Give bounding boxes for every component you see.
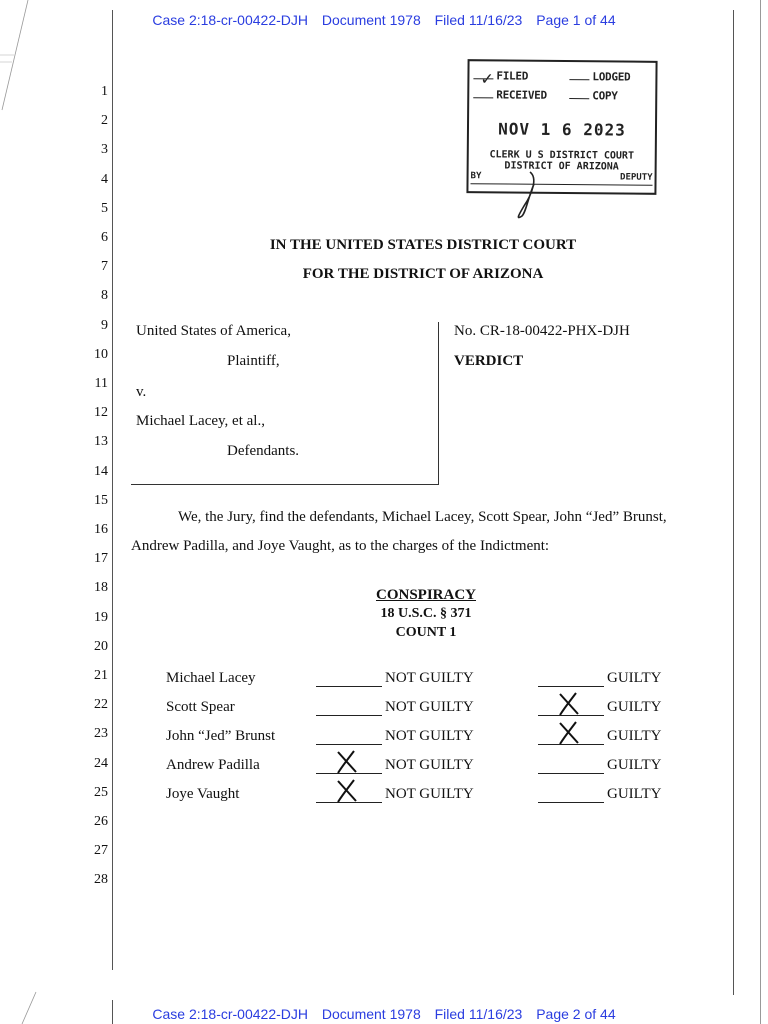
line-number: 27 [94, 843, 108, 859]
stamp-lodged-label: LODGED [592, 70, 631, 84]
line-number: 5 [101, 200, 108, 216]
guilty-label: GUILTY [607, 670, 662, 686]
not-guilty-x-mark-icon [334, 749, 360, 780]
header-page-number: Page 1 of 44 [536, 12, 616, 28]
stamp-clerk-line2: DISTRICT OF ARIZONA [504, 160, 619, 173]
stamp-clerk-line1: CLERK U S DISTRICT COURT [489, 149, 635, 162]
line-number: 18 [94, 580, 108, 596]
filing-footer [0, 1006, 768, 1022]
defendant-role: Defendants. [227, 443, 300, 459]
line-number: 11 [94, 376, 108, 391]
line-number: 19 [94, 609, 108, 625]
not-guilty-label: NOT GUILTY [385, 670, 474, 686]
caption-bottom-rule [131, 484, 439, 485]
left-margin-line [112, 10, 113, 970]
stamp-copy-label: COPY [592, 89, 618, 103]
line-number: 9 [101, 317, 108, 333]
line-number: 28 [94, 872, 108, 888]
line-number: 7 [101, 259, 108, 275]
not-guilty-blank [316, 744, 382, 745]
stamp-by-label: BY [470, 171, 482, 182]
line-number: 14 [94, 463, 108, 479]
header-filed-date: Filed 11/16/23 [434, 12, 523, 28]
line-number: 13 [94, 434, 108, 450]
court-name-line1: IN THE UNITED STATES DISTRICT COURT [269, 237, 577, 253]
scan-artifact-top [0, 0, 40, 120]
filing-header [0, 12, 768, 28]
not-guilty-blank [316, 715, 382, 716]
guilty-label: GUILTY [607, 699, 662, 715]
line-number: 23 [94, 726, 108, 742]
intro-line-1: We, the Jury, find the defendants, Michael Lacey, Scott Spear, John “Jed” Brunst, [178, 509, 667, 525]
guilty-blank [538, 802, 604, 803]
plaintiff-role: Plaintiff, [227, 353, 280, 369]
defendant-name: Joye Vaught [166, 786, 240, 802]
guilty-label: GUILTY [607, 757, 662, 773]
guilty-label: GUILTY [607, 786, 662, 802]
not-guilty-label: NOT GUILTY [385, 728, 474, 744]
stamp-received-label: RECEIVED [496, 88, 547, 102]
checkmark-icon: ✓ [480, 69, 494, 89]
line-number: 22 [94, 697, 108, 713]
guilty-blank [538, 773, 604, 774]
line-number: 8 [101, 288, 108, 304]
guilty-x-mark-icon [556, 720, 582, 751]
line-number: 24 [94, 755, 108, 771]
guilty-blank [538, 686, 604, 687]
clerk-filing-stamp [466, 59, 657, 195]
line-number: 3 [101, 142, 108, 158]
stamp-by-row [470, 171, 652, 186]
footer-case-number: Case 2:18-cr-00422-DJH [152, 1006, 308, 1022]
line-number: 4 [101, 171, 108, 187]
header-document-number: Document 1978 [321, 12, 421, 28]
line-number: 10 [94, 346, 108, 362]
line-number: 20 [94, 638, 108, 654]
line-number: 6 [101, 230, 108, 245]
guilty-x-mark-icon [556, 691, 582, 722]
footer-left-line [112, 1000, 113, 1024]
not-guilty-label: NOT GUILTY [385, 786, 474, 802]
line-number: 25 [94, 784, 108, 800]
line-number: 15 [94, 492, 108, 508]
not-guilty-x-mark-icon [334, 778, 360, 809]
defendant-name: Michael Lacey [166, 670, 256, 686]
count-heading: CONSPIRACY [375, 587, 476, 603]
defendant-name: John “Jed” Brunst [166, 728, 276, 744]
line-number: 1 [101, 84, 108, 99]
line-number: 21 [94, 668, 108, 683]
right-edge-line [760, 0, 761, 1024]
line-number: 17 [94, 551, 108, 567]
header-case-number: Case 2:18-cr-00422-DJH [152, 12, 308, 28]
defendant-name: Andrew Padilla [166, 757, 260, 773]
defendant-name: Michael Lacey, et al., [136, 413, 265, 429]
document-title: VERDICT [454, 353, 524, 369]
footer-page-number: Page 2 of 44 [536, 1006, 616, 1022]
versus: v. [136, 384, 147, 400]
plaintiff-name: United States of America, [136, 323, 291, 339]
caption-divider [438, 322, 439, 484]
not-guilty-blank [316, 686, 382, 687]
line-number: 2 [101, 113, 108, 129]
count-number: COUNT 1 [395, 625, 457, 640]
stamp-filed-label: FILED [496, 69, 529, 83]
line-number: 12 [94, 405, 108, 421]
right-margin-line [733, 10, 734, 995]
intro-line-2: Andrew Padilla, and Joye Vaught, as to the charges of the Indictment: [131, 538, 550, 554]
footer-filed-date: Filed 11/16/23 [434, 1006, 523, 1022]
stamp-date: NOV 1 6 2023 [498, 119, 626, 140]
guilty-label: GUILTY [607, 728, 662, 744]
defendant-name: Scott Spear [166, 699, 235, 715]
line-number: 16 [94, 522, 108, 537]
line-number: 26 [94, 814, 108, 829]
count-statute: 18 U.S.C. § 371 [380, 606, 472, 621]
not-guilty-label: NOT GUILTY [385, 757, 474, 773]
case-number: No. CR-18-00422-PHX-DJH [454, 323, 630, 339]
stamp-deputy-label: DEPUTY [620, 172, 653, 183]
deputy-signature [508, 168, 548, 220]
footer-document-number: Document 1978 [321, 1006, 421, 1022]
court-name-line2: FOR THE DISTRICT OF ARIZONA [302, 266, 544, 282]
not-guilty-label: NOT GUILTY [385, 699, 474, 715]
